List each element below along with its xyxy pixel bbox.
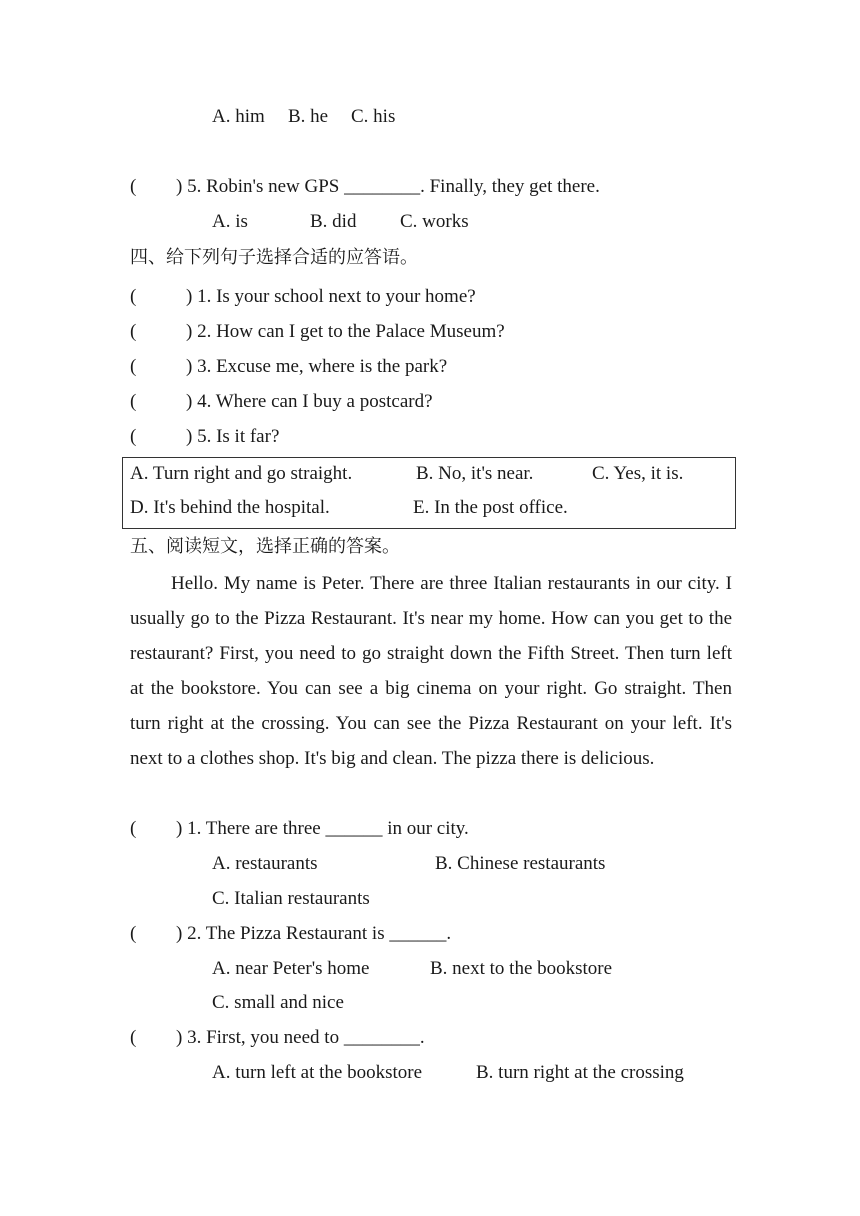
question-text: ) 5. Robin's new GPS ________. Finally, they get there. xyxy=(176,176,600,197)
answer-paren: ( xyxy=(130,923,137,944)
option-a: A. is xyxy=(212,211,248,232)
answer-paren: ( xyxy=(130,286,137,307)
option-a: A. him xyxy=(212,106,265,127)
option-a: A. restaurants xyxy=(212,853,318,874)
option-b: B. he xyxy=(288,106,329,127)
question-text: ) 4. Where can I buy a postcard? xyxy=(186,391,433,412)
option-a: A. turn left at the bookstore xyxy=(212,1062,423,1083)
reading-passage: Hello. My name is Peter. There are three Italian restaurants in our city. I usually go to the Pizza Restaurant. It's near my home. How can you get to the restaurant? First, you need to go straight down the Fifth Street. Then turn left at the bookstore. You can see a big cinema on your right. Go straight. Then turn right at the crossing. You can see the Pizza Restaurant on your left. It's next to a clothes shop. It's big and clean. The pizza there is delicious. xyxy=(130,573,732,769)
answer-paren: ( xyxy=(130,426,137,447)
answer-paren: ( xyxy=(130,1027,137,1048)
question-text: ) 1. There are three ______ in our city. xyxy=(176,818,469,839)
question-text: ) 2. How can I get to the Palace Museum? xyxy=(186,321,505,342)
option-a: A. near Peter's home xyxy=(212,958,370,979)
section-heading: 四、给下列句子选择合适的应答语。 xyxy=(130,247,418,268)
answer-paren: ( xyxy=(130,176,137,197)
answer-paren: ( xyxy=(130,356,137,377)
answer-paren: ( xyxy=(130,391,137,412)
option-c: C. his xyxy=(351,106,396,127)
option-c: C. works xyxy=(400,211,469,232)
question-text: ) 3. Excuse me, where is the park? xyxy=(186,356,448,377)
question-text: ) 5. Is it far? xyxy=(186,426,280,447)
answer-option: C. Yes, it is. xyxy=(592,463,684,484)
answer-option: D. It's behind the hospital. xyxy=(130,497,330,518)
option-b: B. turn right at the crossing xyxy=(476,1062,684,1083)
option-c: C. small and nice xyxy=(212,992,344,1013)
answer-option: B. No, it's near. xyxy=(416,463,534,484)
answer-paren: ( xyxy=(130,818,137,839)
option-b: B. Chinese restaurants xyxy=(435,853,606,874)
answer-option: A. Turn right and go straight. xyxy=(130,463,353,484)
answer-paren: ( xyxy=(130,321,137,342)
question-text: ) 2. The Pizza Restaurant is ______. xyxy=(176,923,452,944)
section-heading: 五、阅读短文，选择正确的答案。 xyxy=(130,536,400,557)
option-b: B. next to the bookstore xyxy=(430,958,613,979)
question-text: ) 3. First, you need to ________. xyxy=(176,1027,425,1048)
answer-option: E. In the post office. xyxy=(413,497,568,518)
option-b: B. did xyxy=(310,211,357,232)
question-text: ) 1. Is your school next to your home? xyxy=(186,286,476,307)
option-c: C. Italian restaurants xyxy=(212,888,370,909)
